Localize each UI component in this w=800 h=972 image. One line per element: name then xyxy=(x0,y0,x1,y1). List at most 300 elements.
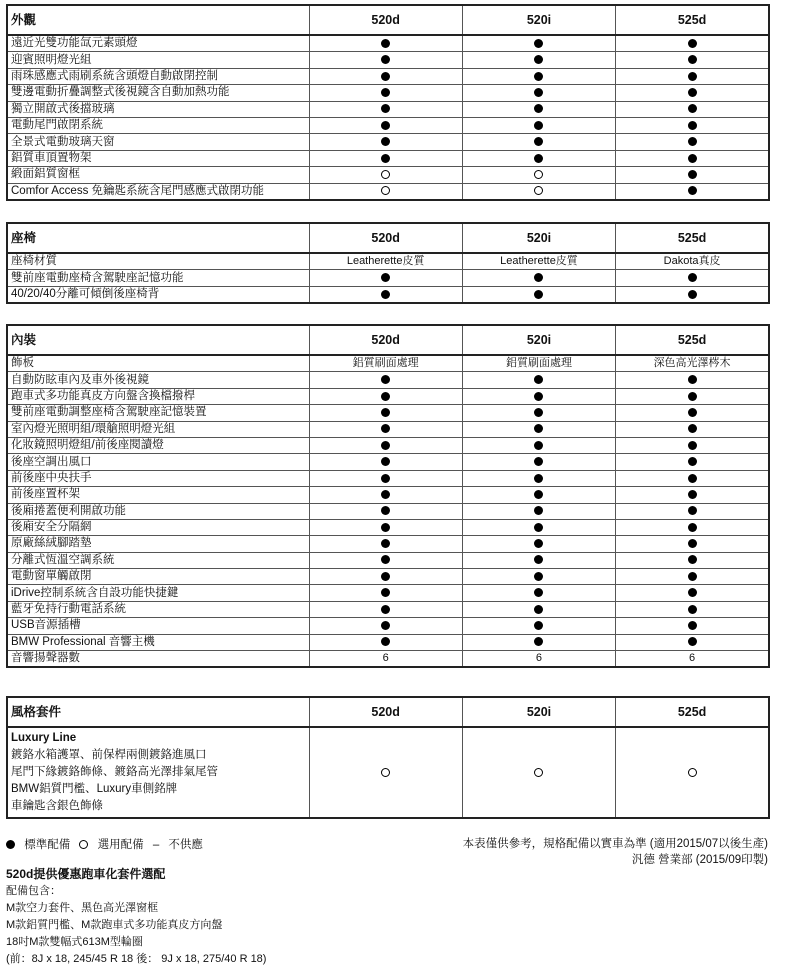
promo-item: 18吋M款雙幅式613M型輪圈 xyxy=(6,936,143,948)
optional-circle-icon xyxy=(534,186,543,195)
standard-dot-icon xyxy=(688,39,697,48)
table-row xyxy=(7,134,769,150)
standard-marker xyxy=(309,270,462,286)
standard-marker xyxy=(462,585,615,601)
standard-dot-icon xyxy=(534,555,543,564)
feature-label: 座椅材質 xyxy=(7,253,309,270)
standard-marker xyxy=(309,35,462,52)
standard-marker xyxy=(616,585,769,601)
section-header-row xyxy=(7,325,769,355)
standard-marker xyxy=(616,519,769,535)
standard-marker xyxy=(462,388,615,404)
standard-dot-icon xyxy=(534,490,543,499)
standard-dot-icon xyxy=(534,474,543,483)
standard-marker xyxy=(309,68,462,84)
feature-label: 室內燈光照明組/環艙照明燈光組 xyxy=(7,421,309,437)
optional-marker xyxy=(309,727,462,818)
feature-label: Comfor Access 免鑰匙系統含尾門感應式啟閉功能 xyxy=(7,183,309,200)
standard-marker xyxy=(462,618,615,634)
promo-item: M款空力套件、黑色高光澤窗框 xyxy=(6,902,159,914)
standard-dot-icon xyxy=(688,104,697,113)
standard-marker xyxy=(616,117,769,133)
standard-dot-icon xyxy=(381,555,390,564)
model-header: 520i xyxy=(462,325,615,355)
standard-dot-icon xyxy=(688,121,697,130)
package-item: 鍍鉻水箱護罩、前保桿兩側鍍鉻進風口 xyxy=(11,749,207,761)
standard-dot-icon xyxy=(534,539,543,548)
standard-dot-icon xyxy=(381,104,390,113)
standard-marker xyxy=(309,470,462,486)
standard-dot-icon xyxy=(688,55,697,64)
table-row xyxy=(7,487,769,503)
standard-marker xyxy=(462,519,615,535)
legend-not-available: 不供應 xyxy=(168,839,203,851)
disclaimer-line: 本表僅供參考，規格配備以實車為準 (適用2015/07以後生產) xyxy=(462,838,768,850)
standard-dot-icon xyxy=(534,392,543,401)
optional-marker xyxy=(309,167,462,183)
standard-dot-icon xyxy=(381,572,390,581)
table-row xyxy=(7,52,769,68)
standard-marker xyxy=(462,52,615,68)
feature-label: 40/20/40分離可傾倒後座椅背 xyxy=(7,286,309,303)
standard-marker xyxy=(616,101,769,117)
standard-dot-icon xyxy=(688,186,697,195)
feature-label: 電動尾門啟閉系統 xyxy=(7,117,309,133)
standard-dot-icon xyxy=(381,621,390,630)
table-row xyxy=(7,437,769,453)
standard-dot-icon xyxy=(381,457,390,466)
standard-dot-icon xyxy=(381,55,390,64)
table-row xyxy=(7,355,769,372)
standard-dot-icon xyxy=(381,137,390,146)
standard-marker xyxy=(616,85,769,101)
standard-marker xyxy=(462,437,615,453)
section-title: 風格套件 xyxy=(7,697,309,727)
standard-marker xyxy=(462,134,615,150)
table-row xyxy=(7,372,769,388)
standard-marker xyxy=(616,634,769,650)
standard-dot-icon xyxy=(688,621,697,630)
standard-marker xyxy=(309,454,462,470)
standard-dot-icon xyxy=(381,290,390,299)
optional-marker xyxy=(616,727,769,818)
standard-marker xyxy=(462,405,615,421)
standard-dot-icon xyxy=(534,375,543,384)
seats-body xyxy=(7,223,769,303)
interior-body xyxy=(7,325,769,667)
section-header-row xyxy=(7,223,769,253)
standard-marker xyxy=(616,503,769,519)
standard-marker xyxy=(309,503,462,519)
standard-marker xyxy=(462,117,615,133)
exterior-table xyxy=(6,4,770,201)
standard-marker xyxy=(616,421,769,437)
model-header: 520d xyxy=(309,5,462,35)
standard-dot-icon xyxy=(688,273,697,282)
standard-marker xyxy=(616,405,769,421)
standard-dot-icon xyxy=(381,523,390,532)
standard-dot-icon xyxy=(688,290,697,299)
standard-marker xyxy=(309,552,462,568)
optional-circle-icon xyxy=(381,186,390,195)
standard-dot-icon xyxy=(688,170,697,179)
standard-marker xyxy=(309,150,462,166)
promo-item: M款鋁質門檻、M款跑車式多功能真皮方向盤 xyxy=(6,919,223,931)
feature-label: 藍牙免持行動電話系統 xyxy=(7,601,309,617)
standard-dot-icon xyxy=(688,539,697,548)
table-row xyxy=(7,569,769,585)
package-item: 車鑰匙含銀色飾條 xyxy=(11,800,103,812)
standard-marker xyxy=(462,270,615,286)
table-row xyxy=(7,601,769,617)
standard-dot-icon xyxy=(688,490,697,499)
standard-dot-icon xyxy=(688,555,697,564)
feature-value: 鋁質刷面處理 xyxy=(309,355,462,372)
feature-label: 緞面鋁質窗框 xyxy=(7,167,309,183)
feature-label: 獨立開啟式後擋玻璃 xyxy=(7,101,309,117)
model-header: 520d xyxy=(309,325,462,355)
standard-marker xyxy=(616,437,769,453)
standard-marker xyxy=(309,388,462,404)
feature-label: 後座空調出風口 xyxy=(7,454,309,470)
standard-marker xyxy=(309,286,462,303)
table-row xyxy=(7,454,769,470)
standard-dot-icon xyxy=(381,441,390,450)
feature-label: 雙邊電動折疊調整式後視鏡含自動加熱功能 xyxy=(7,85,309,101)
feature-value: 6 xyxy=(462,651,615,668)
model-header: 520i xyxy=(462,697,615,727)
model-header: 520i xyxy=(462,223,615,253)
feature-label: iDrive控制系統含自設功能快捷鍵 xyxy=(7,585,309,601)
table-row xyxy=(7,150,769,166)
optional-circle-icon xyxy=(534,170,543,179)
table-row xyxy=(7,405,769,421)
table-row xyxy=(7,519,769,535)
standard-dot-icon xyxy=(688,605,697,614)
feature-label: 分離式恆溫空調系統 xyxy=(7,552,309,568)
standard-marker xyxy=(616,454,769,470)
standard-dot-icon xyxy=(688,523,697,532)
optional-circle-icon xyxy=(79,840,88,849)
table-row xyxy=(7,183,769,200)
table-row xyxy=(7,618,769,634)
table-row xyxy=(7,101,769,117)
standard-dot-icon xyxy=(6,840,15,849)
standard-dot-icon xyxy=(534,39,543,48)
promo-block xyxy=(6,866,266,968)
standard-dot-icon xyxy=(688,72,697,81)
standard-marker xyxy=(462,470,615,486)
standard-dot-icon xyxy=(534,637,543,646)
optional-marker xyxy=(309,183,462,200)
feature-label: 前後座置杯架 xyxy=(7,487,309,503)
standard-marker xyxy=(462,454,615,470)
seats-table xyxy=(6,222,770,304)
standard-dot-icon xyxy=(534,588,543,597)
standard-dot-icon xyxy=(688,154,697,163)
standard-dot-icon xyxy=(688,137,697,146)
standard-marker xyxy=(309,134,462,150)
standard-marker xyxy=(309,405,462,421)
promo-item: (前：8J x 18, 245/45 R 18 後： 9J x 18, 275/40 R 18) xyxy=(6,953,267,965)
standard-marker xyxy=(616,618,769,634)
feature-label: 全景式電動玻璃天窗 xyxy=(7,134,309,150)
dash-symbol: – xyxy=(152,839,160,851)
standard-marker xyxy=(309,618,462,634)
standard-dot-icon xyxy=(534,424,543,433)
package-item: BMW鋁質門檻、Luxury車側銘牌 xyxy=(11,783,178,795)
standard-dot-icon xyxy=(688,572,697,581)
standard-dot-icon xyxy=(381,39,390,48)
standard-dot-icon xyxy=(381,424,390,433)
standard-dot-icon xyxy=(688,588,697,597)
feature-value: Leatherette皮質 xyxy=(309,253,462,270)
package-item: 尾門下緣鍍鉻飾條、鍍鉻高光澤排氣尾管 xyxy=(11,766,218,778)
style-package-row xyxy=(7,727,769,818)
standard-dot-icon xyxy=(688,392,697,401)
table-row xyxy=(7,68,769,84)
table-row xyxy=(7,286,769,303)
feature-label: 音響揚聲器數 xyxy=(7,651,309,668)
promo-title: 520d提供優惠跑車化套件選配 xyxy=(6,867,166,881)
standard-marker xyxy=(462,503,615,519)
style-package-header-row xyxy=(7,697,769,727)
standard-marker xyxy=(616,388,769,404)
feature-value: 深色高光澤梣木 xyxy=(616,355,769,372)
table-row xyxy=(7,503,769,519)
standard-marker xyxy=(616,150,769,166)
standard-marker xyxy=(462,552,615,568)
table-row xyxy=(7,421,769,437)
standard-marker xyxy=(309,487,462,503)
feature-label: 遠近光雙功能氙元素頭燈 xyxy=(7,35,309,52)
standard-dot-icon xyxy=(688,375,697,384)
optional-circle-icon xyxy=(688,768,697,777)
model-header: 525d xyxy=(616,325,769,355)
optional-marker xyxy=(462,167,615,183)
table-row xyxy=(7,253,769,270)
table-row xyxy=(7,585,769,601)
feature-label: 自動防眩車內及車外後視鏡 xyxy=(7,372,309,388)
standard-dot-icon xyxy=(534,408,543,417)
standard-dot-icon xyxy=(381,605,390,614)
standard-dot-icon xyxy=(381,72,390,81)
standard-marker xyxy=(309,437,462,453)
standard-dot-icon xyxy=(381,539,390,548)
table-row xyxy=(7,388,769,404)
table-row xyxy=(7,35,769,52)
standard-marker xyxy=(616,552,769,568)
standard-dot-icon xyxy=(534,506,543,515)
standard-dot-icon xyxy=(534,441,543,450)
exterior-body xyxy=(7,5,769,200)
standard-dot-icon xyxy=(381,392,390,401)
standard-dot-icon xyxy=(534,154,543,163)
standard-marker xyxy=(462,101,615,117)
standard-dot-icon xyxy=(688,441,697,450)
feature-label: 雨珠感應式雨刷系統含頭燈自動啟閉控制 xyxy=(7,68,309,84)
package-name: Luxury Line xyxy=(11,732,77,744)
section-title: 外觀 xyxy=(7,5,309,35)
standard-marker xyxy=(616,372,769,388)
standard-marker xyxy=(616,470,769,486)
standard-dot-icon xyxy=(381,121,390,130)
package-description xyxy=(7,727,309,818)
feature-value: Dakota真皮 xyxy=(616,253,769,270)
standard-marker xyxy=(462,601,615,617)
standard-dot-icon xyxy=(688,637,697,646)
standard-marker xyxy=(616,35,769,52)
feature-label: 跑車式多功能真皮方向盤含換檔撥桿 xyxy=(7,388,309,404)
interior-table xyxy=(6,324,770,668)
standard-marker xyxy=(309,85,462,101)
legend-optional: 選用配備 xyxy=(97,839,144,851)
feature-label: 雙前座電動座椅含駕駛座記憶功能 xyxy=(7,270,309,286)
standard-dot-icon xyxy=(534,605,543,614)
table-row xyxy=(7,651,769,668)
table-row xyxy=(7,167,769,183)
print-info-line: 汎德 營業部 (2015/09印製) xyxy=(631,854,768,866)
standard-dot-icon xyxy=(381,154,390,163)
standard-dot-icon xyxy=(534,55,543,64)
section-title: 內裝 xyxy=(7,325,309,355)
standard-marker xyxy=(616,601,769,617)
standard-dot-icon xyxy=(381,637,390,646)
section-title: 座椅 xyxy=(7,223,309,253)
standard-marker xyxy=(616,68,769,84)
standard-marker xyxy=(616,569,769,585)
standard-dot-icon xyxy=(534,621,543,630)
standard-dot-icon xyxy=(534,273,543,282)
standard-marker xyxy=(309,421,462,437)
standard-dot-icon xyxy=(534,523,543,532)
standard-marker xyxy=(462,487,615,503)
feature-label: 前後座中央扶手 xyxy=(7,470,309,486)
feature-value: 6 xyxy=(616,651,769,668)
standard-marker xyxy=(462,286,615,303)
standard-marker xyxy=(462,569,615,585)
feature-label: BMW Professional 音響主機 xyxy=(7,634,309,650)
standard-dot-icon xyxy=(534,72,543,81)
feature-label: 雙前座電動調整座椅含駕駛座記憶裝置 xyxy=(7,405,309,421)
feature-value: 6 xyxy=(309,651,462,668)
standard-marker xyxy=(462,372,615,388)
standard-marker xyxy=(616,270,769,286)
legend-standard: 標準配備 xyxy=(24,839,71,851)
style-package-table xyxy=(6,696,770,819)
optional-circle-icon xyxy=(534,768,543,777)
standard-dot-icon xyxy=(381,506,390,515)
standard-marker xyxy=(462,634,615,650)
optional-circle-icon xyxy=(381,768,390,777)
model-header: 525d xyxy=(616,5,769,35)
optional-circle-icon xyxy=(381,170,390,179)
standard-marker xyxy=(309,101,462,117)
standard-marker xyxy=(616,536,769,552)
table-row xyxy=(7,270,769,286)
feature-label: 電動窗單觸啟閉 xyxy=(7,569,309,585)
standard-marker xyxy=(309,372,462,388)
model-header: 520i xyxy=(462,5,615,35)
standard-marker xyxy=(462,35,615,52)
feature-value: Leatherette皮質 xyxy=(462,253,615,270)
standard-marker xyxy=(616,286,769,303)
standard-dot-icon xyxy=(688,88,697,97)
standard-dot-icon xyxy=(381,375,390,384)
standard-dot-icon xyxy=(534,88,543,97)
standard-marker xyxy=(616,487,769,503)
model-header: 525d xyxy=(616,223,769,253)
standard-marker xyxy=(309,536,462,552)
standard-marker xyxy=(462,421,615,437)
table-row xyxy=(7,470,769,486)
table-row xyxy=(7,634,769,650)
standard-dot-icon xyxy=(688,474,697,483)
legend xyxy=(6,836,209,852)
standard-dot-icon xyxy=(534,121,543,130)
model-header: 520d xyxy=(309,223,462,253)
feature-label: 原廠絲絨腳踏墊 xyxy=(7,536,309,552)
feature-label: 飾板 xyxy=(7,355,309,372)
standard-dot-icon xyxy=(381,273,390,282)
standard-marker xyxy=(462,536,615,552)
standard-dot-icon xyxy=(688,457,697,466)
standard-marker xyxy=(616,52,769,68)
standard-marker xyxy=(309,585,462,601)
feature-label: 化妝鏡照明燈組/前後座閱讀燈 xyxy=(7,437,309,453)
standard-marker xyxy=(462,150,615,166)
standard-marker xyxy=(309,52,462,68)
promo-subtitle: 配備包含： xyxy=(6,885,61,897)
disclaimer-note xyxy=(463,836,768,868)
standard-marker xyxy=(309,634,462,650)
standard-dot-icon xyxy=(381,474,390,483)
standard-dot-icon xyxy=(688,408,697,417)
standard-dot-icon xyxy=(534,104,543,113)
standard-dot-icon xyxy=(688,506,697,515)
standard-marker xyxy=(309,117,462,133)
model-header: 520d xyxy=(309,697,462,727)
table-row xyxy=(7,117,769,133)
optional-marker xyxy=(462,183,615,200)
table-row xyxy=(7,85,769,101)
standard-dot-icon xyxy=(688,424,697,433)
standard-dot-icon xyxy=(534,290,543,299)
standard-marker xyxy=(616,183,769,200)
standard-dot-icon xyxy=(381,588,390,597)
model-header: 525d xyxy=(616,697,769,727)
feature-label: 迎賓照明燈光組 xyxy=(7,52,309,68)
standard-marker xyxy=(462,85,615,101)
standard-marker xyxy=(616,167,769,183)
optional-marker xyxy=(462,727,615,818)
table-row xyxy=(7,552,769,568)
standard-marker xyxy=(462,68,615,84)
table-row xyxy=(7,536,769,552)
section-header-row xyxy=(7,5,769,35)
standard-dot-icon xyxy=(381,408,390,417)
standard-dot-icon xyxy=(534,137,543,146)
standard-dot-icon xyxy=(381,490,390,499)
feature-value: 鋁質刷面處理 xyxy=(462,355,615,372)
standard-marker xyxy=(616,134,769,150)
standard-dot-icon xyxy=(381,88,390,97)
standard-marker xyxy=(309,569,462,585)
feature-label: 鋁質車頂置物架 xyxy=(7,150,309,166)
standard-marker xyxy=(309,519,462,535)
feature-label: 後廂捲蓋便利開啟功能 xyxy=(7,503,309,519)
feature-label: 後廂安全分隔網 xyxy=(7,519,309,535)
